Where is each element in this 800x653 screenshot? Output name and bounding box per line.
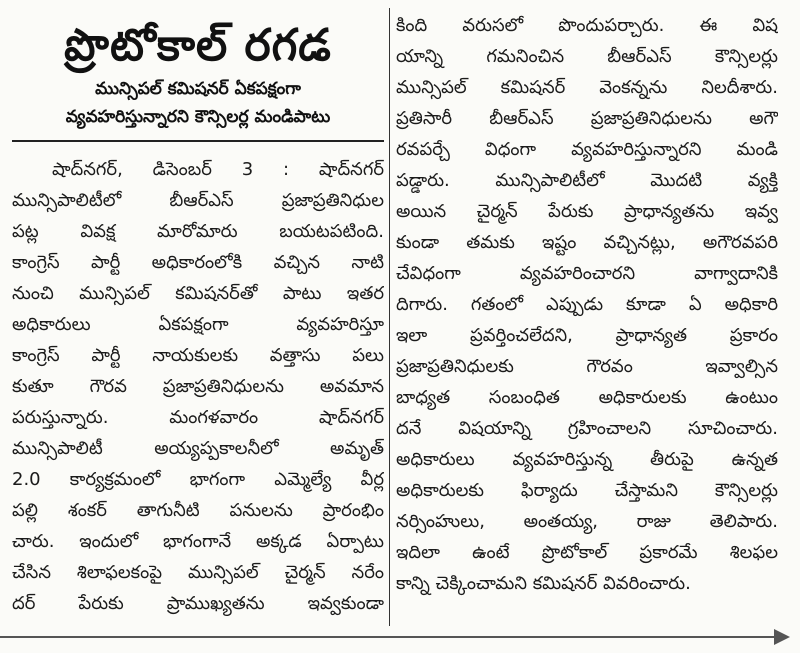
right-line: దనే విషయాన్ని గ్రహించాలని సూచించారు. [396, 418, 778, 439]
right-line: ఇదిలా ఉంటే ప్రొటోకాల్ ప్రకారమే శిలఫల [396, 542, 778, 563]
column-divider [389, 8, 390, 626]
right-line: నర్సింహులు, అంతయ్య, రాజు తెలిపారు. [396, 511, 778, 532]
right-line: చేవిధంగా వ్యవహరించారని వాగ్వాదానికి [396, 263, 778, 284]
headline-rule [12, 140, 384, 142]
left-line: షాద్‌నగర్, డిసెంబర్ 3 : షాద్‌నగర్ [52, 159, 384, 180]
headline: ప్రొటోకాల్ రగడ [64, 20, 332, 71]
continuation-arrow-line [0, 636, 778, 638]
right-line: కుండా తమకు ఇష్టం వచ్చినట్లు, అగౌరవపరి [396, 232, 778, 253]
right-line: పడ్డారు. మున్సిపాలిటీలో మొదటి వ్యక్తి [396, 170, 778, 191]
left-line: చారు. ఇందులో భాగంగానే అక్కడ ఏర్పాటు [12, 531, 384, 552]
right-line: బాధ్యత సంబంధిత అధికారులకు ఉంటుం [396, 387, 778, 408]
right-line: దిగారు. గతంలో ఎప్పుడు కూడా ఏ అధికారి [396, 294, 778, 315]
left-column [12, 0, 384, 619]
left-line: పల్లి శంకర్ తాగునీటి పనులను ప్రారంభిం [12, 500, 384, 521]
left-line: నుంచి మున్సిపల్ కమిషనర్‌తో పాటు ఇతర [12, 283, 384, 304]
left-line: పట్ల వివక్ష మారోమారు బయటపటింది. [12, 221, 384, 242]
arrow-right-icon [774, 629, 790, 645]
right-line: కాన్ని చెక్కించామని కమిషనర్ వివరించారు. [396, 573, 691, 594]
left-line: కుతూ గౌరవ ప్రజాప్రతినిధులను అవమాన [12, 376, 384, 397]
right-line: కింది వరుసలో పొందుపర్చారు. ఈ విష [396, 15, 778, 36]
right-line: అధికారులకు ఫిర్యాదు చేస్తామని కౌన్సిలర్లు [396, 480, 778, 501]
left-line: దర్ పేరుకు ప్రాముఖ్యతను ఇవ్వకుండా [12, 593, 384, 614]
right-line: అయిన చైర్మన్ పేరుకు ప్రాధాన్యతను ఇవ్వ [396, 201, 778, 222]
right-line: ప్రతిసారీ బీఆర్ఎస్ ప్రజాప్రతినిధులను అగౌ [396, 108, 778, 129]
left-line: కాంగ్రెస్ పార్టీ నాయకులకు వత్తాసు పలు [12, 345, 384, 366]
right-line: అధికారులు వ్యవహరిస్తున్న తీరుపై ఉన్నత [396, 449, 778, 470]
right-line: యాన్ని గమనించిన బీఆర్ఎస్ కౌన్సిలర్లు [396, 46, 778, 67]
left-line: మున్సిపాలిటీలో బీఆర్ఎస్ ప్రజాప్రతినిధుల [12, 190, 384, 211]
left-line: పరుస్తున్నారు. మంగళవారం షాద్‌నగర్ [12, 407, 384, 428]
subheadline-line-1: మున్సిపల్ కమిషనర్ ఏకపక్షంగా [95, 79, 301, 99]
left-line: మున్సిపాలిటీ అయ్యప్పకాలనీలో అమృత్ [12, 438, 384, 459]
right-line: రవపర్చే విధంగా వ్యవహరిస్తున్నారని మండి [396, 139, 778, 160]
right-column [396, 10, 778, 599]
left-line: 2.0 కార్యక్రమంలో భాగంగా ఎమ్మెల్యే వీర్ల [12, 469, 384, 490]
right-line: ఇలా ప్రవర్తించలేదని, ప్రాధాన్యత ప్రకారం [396, 325, 778, 346]
left-line: చేసిన శిలాఫలకంపై మున్సిపల్ చైర్మన్ నరేం [12, 562, 384, 583]
right-line: మున్సిపల్ కమిషనర్ వెంకన్నను నిలదీశారు. [396, 77, 778, 98]
left-line: అధికారులు ఏకపక్షంగా వ్యవహరిస్తూ [12, 314, 384, 335]
left-line: కాంగ్రెస్ పార్టీ అధికారంలోకి వచ్చిన నాటి [12, 252, 384, 273]
right-line: ప్రజాప్రతినిధులకు గౌరవం ఇవ్వాల్సిన [396, 356, 778, 377]
subheadline-line-2: వ్యవహరిస్తున్నారని కౌన్సిలర్ల మండిపాటు [65, 107, 331, 127]
